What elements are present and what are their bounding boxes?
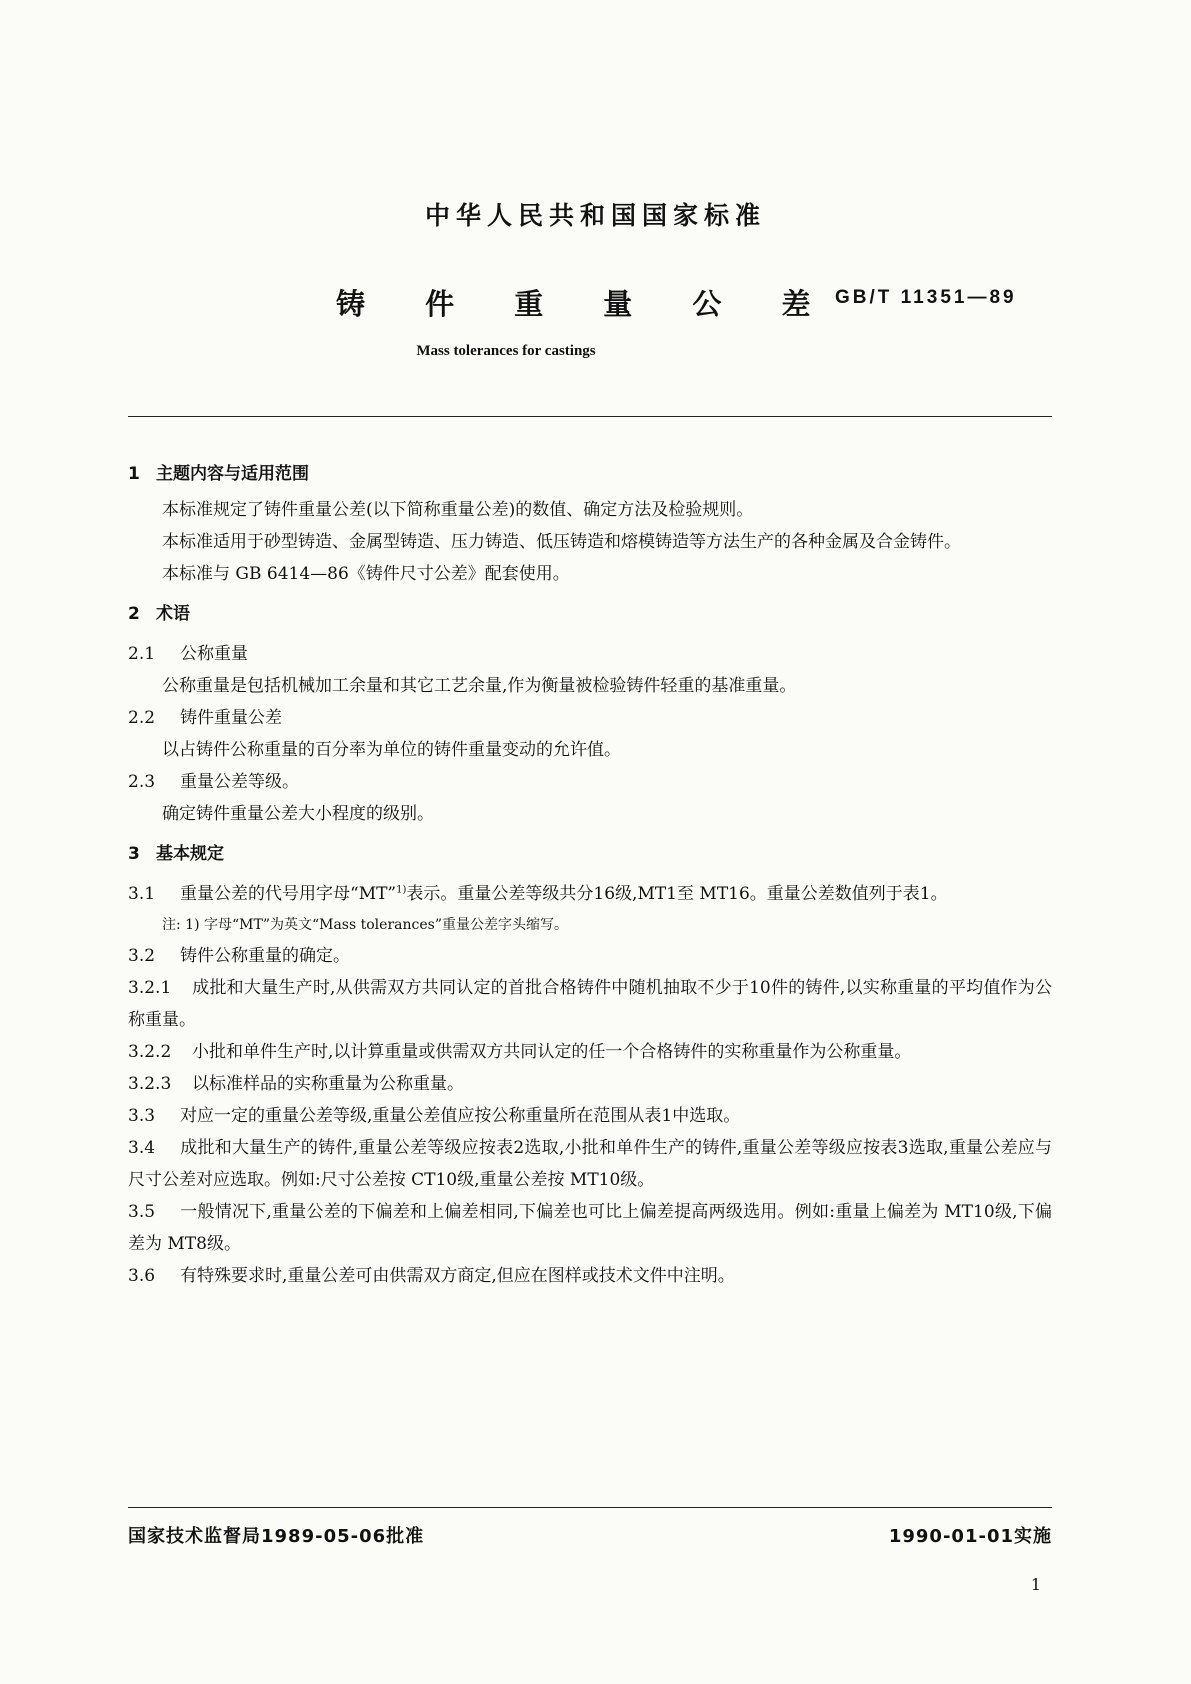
section-number: 1 <box>128 464 140 484</box>
clause-number: 3.2.1 <box>128 978 172 998</box>
term-number: 2.3 <box>128 772 156 792</box>
term-number: 2.2 <box>128 708 156 728</box>
national-standard-heading: 中华人民共和国国家标准 <box>424 201 766 230</box>
footnote-mark: 1) <box>396 884 407 896</box>
term-number: 2.1 <box>128 644 156 664</box>
clause-text: 成批和大量生产的铸件,重量公差等级应按表2选取,小批和单件生产的铸件,重量公差等级应按表3选取,重量公差应与尺寸公差对应选取。例如:尺寸公差按 CT10级,重量公差按 MT10级。 <box>128 1138 1052 1190</box>
clause <box>128 1100 1052 1132</box>
clause <box>128 1196 1052 1260</box>
standard-number: GB/T 11351—89 <box>835 287 1017 308</box>
clause-text: 铸件公称重量的确定。 <box>180 946 350 966</box>
clause-text: 对应一定的重量公差等级,重量公差值应按公称重量所在范围从表1中选取。 <box>180 1106 741 1126</box>
clause-number: 3.2 <box>128 946 156 966</box>
clause <box>128 1132 1052 1196</box>
clause-number: 3.4 <box>128 1138 156 1158</box>
term-heading <box>128 766 1052 798</box>
paragraph: 本标准适用于砂型铸造、金属型铸造、压力铸造、低压铸造和熔模铸造等方法生产的各种金属及合金铸件。 <box>162 532 961 552</box>
clause <box>128 1068 1052 1100</box>
term-definition: 以占铸件公称重量的百分率为单位的铸件重量变动的允许值。 <box>162 740 621 760</box>
term-name: 铸件重量公差 <box>180 708 282 728</box>
section-title: 主题内容与适用范围 <box>156 464 309 484</box>
section-number: 3 <box>128 844 140 864</box>
clause <box>128 1036 1052 1068</box>
term-definition: 确定铸件重量公差大小程度的级别。 <box>162 804 434 824</box>
effective-date-line: 1990-01-01实施 <box>888 1526 1052 1547</box>
clause-number: 3.1 <box>128 884 156 904</box>
footnote: 注: 1) 字母“MT”为英文“Mass tolerances”重量公差字头缩写。 <box>162 917 568 933</box>
clause-text: 小批和单件生产时,以计算重量或供需双方共同认定的任一个合格铸件的实称重量作为公称重量。 <box>192 1042 912 1062</box>
clause-text: 成批和大量生产时,从供需双方共同认定的首批合格铸件中随机抽取不少于10件的铸件,以实称重量的平均值作为公称重量。 <box>128 978 1052 1030</box>
clause-text: 重量公差的代号用字母“MT” <box>180 884 397 904</box>
document-title: 铸 件 重 量 公 差 <box>336 287 836 321</box>
page-number: 1 <box>1030 1575 1041 1594</box>
paragraph: 本标准规定了铸件重量公差(以下简称重量公差)的数值、确定方法及检验规则。 <box>162 500 754 520</box>
document-body <box>128 458 1052 1292</box>
section-title: 基本规定 <box>156 844 224 864</box>
section-number: 2 <box>128 604 140 624</box>
clause-3-1 <box>128 878 1052 910</box>
clause-text: 表示。重量公差等级共分16级,MT1至 MT16。重量公差数值列于表1。 <box>406 884 948 904</box>
clause-number: 3.3 <box>128 1106 156 1126</box>
clause-text: 一般情况下,重量公差的下偏差和上偏差相同,下偏差也可比上偏差提高两级选用。例如:重量上偏差为 MT10级,下偏差为 MT8级。 <box>128 1202 1052 1254</box>
clause-number: 3.6 <box>128 1266 156 1286</box>
paragraph: 本标准与 GB 6414—86《铸件尺寸公差》配套使用。 <box>162 564 570 584</box>
bottom-divider <box>128 1507 1052 1508</box>
clause <box>128 940 1052 972</box>
section-3-heading <box>128 838 1052 870</box>
clause-number: 3.2.2 <box>128 1042 172 1062</box>
clause-text: 以标准样品的实称重量为公称重量。 <box>192 1074 464 1094</box>
clause <box>128 1260 1052 1292</box>
term-heading <box>128 702 1052 734</box>
clause-number: 3.2.3 <box>128 1074 172 1094</box>
english-title: Mass tolerances for castings <box>416 343 596 359</box>
section-1-heading <box>128 458 1052 490</box>
approval-line: 国家技术监督局1989-05-06批准 <box>128 1526 425 1547</box>
top-divider <box>128 416 1052 417</box>
term-heading <box>128 638 1052 670</box>
section-2-heading <box>128 598 1052 630</box>
term-definition: 公称重量是包括机械加工余量和其它工艺余量,作为衡量被检验铸件轻重的基准重量。 <box>162 676 797 696</box>
section-title: 术语 <box>156 604 190 624</box>
term-name: 公称重量 <box>180 644 248 664</box>
clause-text: 有特殊要求时,重量公差可由供需双方商定,但应在图样或技术文件中注明。 <box>180 1266 735 1286</box>
clause <box>128 972 1052 1036</box>
term-name: 重量公差等级。 <box>180 772 299 792</box>
clause-number: 3.5 <box>128 1202 156 1222</box>
